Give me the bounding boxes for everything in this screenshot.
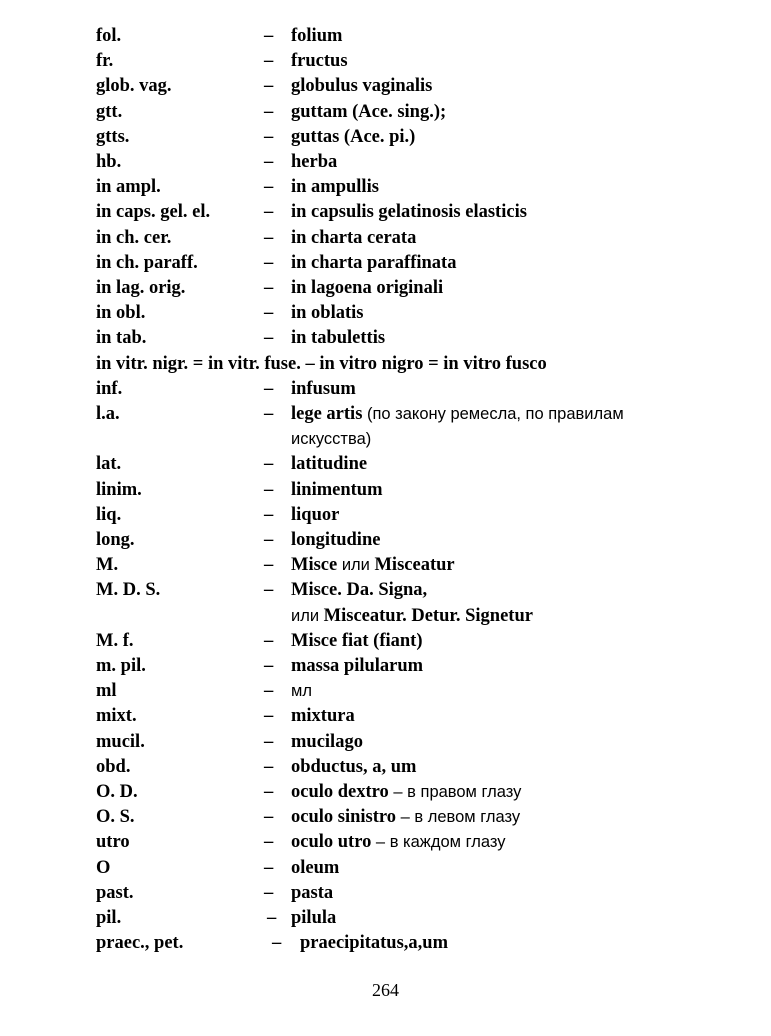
entry-definition: in ampullis [291, 177, 379, 198]
entry-dash: – [264, 479, 274, 500]
entry-dash: – [264, 630, 274, 651]
entry-expansion [291, 227, 416, 249]
entry-note: или [337, 556, 375, 575]
entry-expansion [291, 252, 456, 274]
entry-expansion [291, 504, 339, 526]
entry-abbreviation: lat. [96, 454, 122, 475]
entry-dash: – [264, 227, 274, 248]
entry-definition: linimentum [291, 479, 383, 500]
entry-definition: in charta cerata [291, 227, 417, 248]
entry-abbreviation: past. [96, 882, 134, 903]
entry-dash: – [264, 530, 274, 550]
entry-dash: – [267, 908, 277, 928]
entry-expansion [291, 126, 415, 148]
entry-abbreviation: O. D. [96, 782, 138, 802]
entry-continuation [291, 605, 533, 627]
entry-definition: in oblatis [291, 303, 364, 324]
entry-definition: fructus [291, 51, 348, 72]
entry-dash: – [264, 126, 274, 147]
entry-definition: pasta [291, 882, 334, 903]
entry-definition: longitudine [291, 530, 381, 550]
entry-definition: folium [291, 26, 343, 46]
entry-expansion [291, 403, 624, 425]
entry-abbreviation: M. f. [96, 630, 134, 651]
entry-expansion [291, 680, 312, 702]
entry-expansion [291, 453, 367, 475]
entry-definition: pilula [291, 908, 337, 928]
entry-expansion [291, 479, 382, 501]
entry-expansion [291, 101, 446, 123]
entry-note: искусства) [291, 430, 372, 449]
entry-abbreviation: ml [96, 681, 117, 702]
entry-dash: – [272, 933, 282, 954]
entry-expansion [291, 655, 423, 677]
entry-dash: – [264, 252, 274, 273]
entry-definition: Misceatur [374, 555, 455, 576]
entry-abbreviation: fol. [96, 26, 122, 46]
entry-abbreviation: praec., pet. [96, 933, 184, 954]
entry-dash: – [264, 555, 274, 576]
entry-note: (по закону ремесла, по правилам [362, 405, 624, 423]
entry-note: – в каждом глазу [371, 833, 506, 852]
entry-abbreviation: O. S. [96, 807, 135, 828]
entry-expansion [291, 731, 363, 753]
entry-abbreviation: O [96, 857, 111, 878]
entry-expansion [291, 151, 337, 173]
entry-expansion [291, 857, 339, 879]
entry-dash: – [264, 656, 274, 676]
entry-abbreviation: pil. [96, 908, 122, 928]
entry-expansion [291, 579, 427, 601]
entry-dash: – [264, 152, 274, 172]
entry-expansion [291, 882, 333, 904]
entry-dash: – [264, 378, 274, 399]
entry-dash: – [264, 26, 274, 46]
entry-abbreviation: fr. [96, 51, 114, 72]
entry-dash: – [264, 504, 274, 525]
entry-note: или [291, 606, 324, 625]
entry-definition: infusum [291, 378, 356, 399]
entry-abbreviation: gtts. [96, 126, 130, 147]
entry-dash: – [264, 202, 274, 223]
entry-dash: – [264, 76, 274, 97]
entry-dash: – [264, 782, 274, 802]
entry-definition: massa pilularum [291, 656, 424, 676]
entry-definition: guttam (Ace. sing.); [291, 101, 447, 122]
entry-dash: – [264, 832, 274, 853]
entry-abbreviation: glob. vag. [96, 76, 172, 97]
entry-abbreviation: inf. [96, 378, 123, 399]
entry-definition: in lagoena originali [291, 278, 444, 298]
entry-definition: oculo dextro [291, 782, 389, 802]
entry-definition: oleum [291, 857, 340, 878]
entry-definition: oculo utro [291, 832, 372, 853]
entry-abbreviation: obd. [96, 756, 131, 777]
entry-dash: – [264, 681, 274, 702]
entry-definition: mixtura [291, 706, 355, 727]
entry-definition: obductus, a, um [291, 756, 417, 777]
entry-definition: in charta paraffinata [291, 252, 457, 273]
entry-dash: – [264, 731, 274, 752]
entry-expansion [291, 25, 342, 47]
entry-dash: – [264, 580, 274, 601]
entry-definition: herba [291, 152, 338, 172]
entry-definition: latitudine [291, 454, 368, 475]
entry-abbreviation: mixt. [96, 706, 137, 727]
entry-dash: – [264, 303, 274, 324]
entry-dash: – [264, 51, 274, 72]
entry-abbreviation: liq. [96, 504, 122, 525]
entry-definition: oculo sinistro [291, 807, 397, 828]
entry-definition: Misceatur. Detur. Signetur [323, 605, 533, 626]
entry-definition: in tabulettis [291, 328, 386, 349]
entry-expansion [291, 201, 527, 223]
entry-dash: – [264, 882, 274, 903]
entry-expansion [291, 831, 505, 853]
entry-abbreviation: gtt. [96, 101, 123, 122]
entry-note: мл [291, 682, 312, 701]
entry-expansion [291, 705, 355, 727]
entry-abbreviation: in caps. gel. el. [96, 202, 211, 223]
entry-note: – в левом глазу [396, 808, 521, 827]
entry-abbreviation: in ampl. [96, 177, 161, 198]
entry-note: – в правом глазу [388, 783, 522, 801]
entry-expansion [291, 554, 455, 576]
entry-dash: – [264, 857, 274, 878]
entry-abbreviation: long. [96, 530, 135, 550]
entry-expansion [291, 327, 385, 349]
entry-definition: Misce fiat (fiant) [291, 630, 423, 651]
entry-abbreviation: l.a. [96, 404, 120, 424]
entry-expansion [291, 378, 356, 400]
entry-dash: – [264, 454, 274, 475]
entry-abbreviation: in obl. [96, 303, 146, 324]
entry-abbreviation: M. D. S. [96, 580, 161, 601]
entry-expansion [291, 907, 336, 929]
entry-expansion [291, 176, 379, 198]
entry-expansion [291, 302, 363, 324]
entry-abbreviation: in ch. cer. [96, 227, 172, 248]
entry-abbreviation: hb. [96, 152, 122, 172]
page-number: 264 [372, 980, 399, 1000]
entry-definition: Misce. Da. Signa, [291, 580, 428, 601]
entry-definition: in capsulis gelatinosis elasticis [291, 202, 527, 223]
entry-abbreviation: utro [96, 832, 130, 853]
entry-abbreviation: in ch. paraff. [96, 252, 198, 273]
entry-continuation [291, 428, 371, 450]
entry-dash: – [264, 706, 274, 727]
entry-abbreviation: m. pil. [96, 656, 146, 676]
entry-abbreviation: in tab. [96, 328, 147, 349]
entry-expansion [291, 756, 416, 778]
entry-abbreviation: M. [96, 555, 119, 576]
entry-expansion [291, 781, 521, 803]
entry-abbreviation: in lag. orig. [96, 278, 186, 298]
entry-dash: – [264, 404, 274, 424]
entry-definition: liquor [291, 504, 340, 525]
entry-abbreviation: linim. [96, 479, 142, 500]
entry-dash: – [264, 756, 274, 777]
entry-abbreviation: mucil. [96, 731, 145, 752]
entry-definition: praecipitatus,a,um [300, 933, 448, 954]
entry-expansion [291, 50, 348, 72]
entry-definition: lege artis [291, 404, 363, 424]
entry-dash: – [264, 101, 274, 122]
entry-dash: – [264, 328, 274, 349]
entry-expansion [291, 630, 423, 652]
entry-definition: globulus vaginalis [291, 76, 433, 97]
entry-expansion [300, 932, 448, 954]
entry-dash: – [264, 807, 274, 828]
entry-definition: Misce [291, 555, 338, 576]
entry-dash: – [264, 278, 274, 298]
entry-expansion [291, 529, 380, 551]
entry-expansion [291, 277, 443, 299]
entry-dash: – [264, 177, 274, 198]
entry-definition: guttas (Ace. pi.) [291, 126, 416, 147]
entry-full-line: in vitr. nigr. = in vitr. fuse. – in vitro nigro = in vitro fusco [96, 353, 547, 374]
entry-expansion [291, 75, 432, 97]
entry-expansion [291, 806, 520, 828]
entry-definition: mucilago [291, 731, 363, 752]
